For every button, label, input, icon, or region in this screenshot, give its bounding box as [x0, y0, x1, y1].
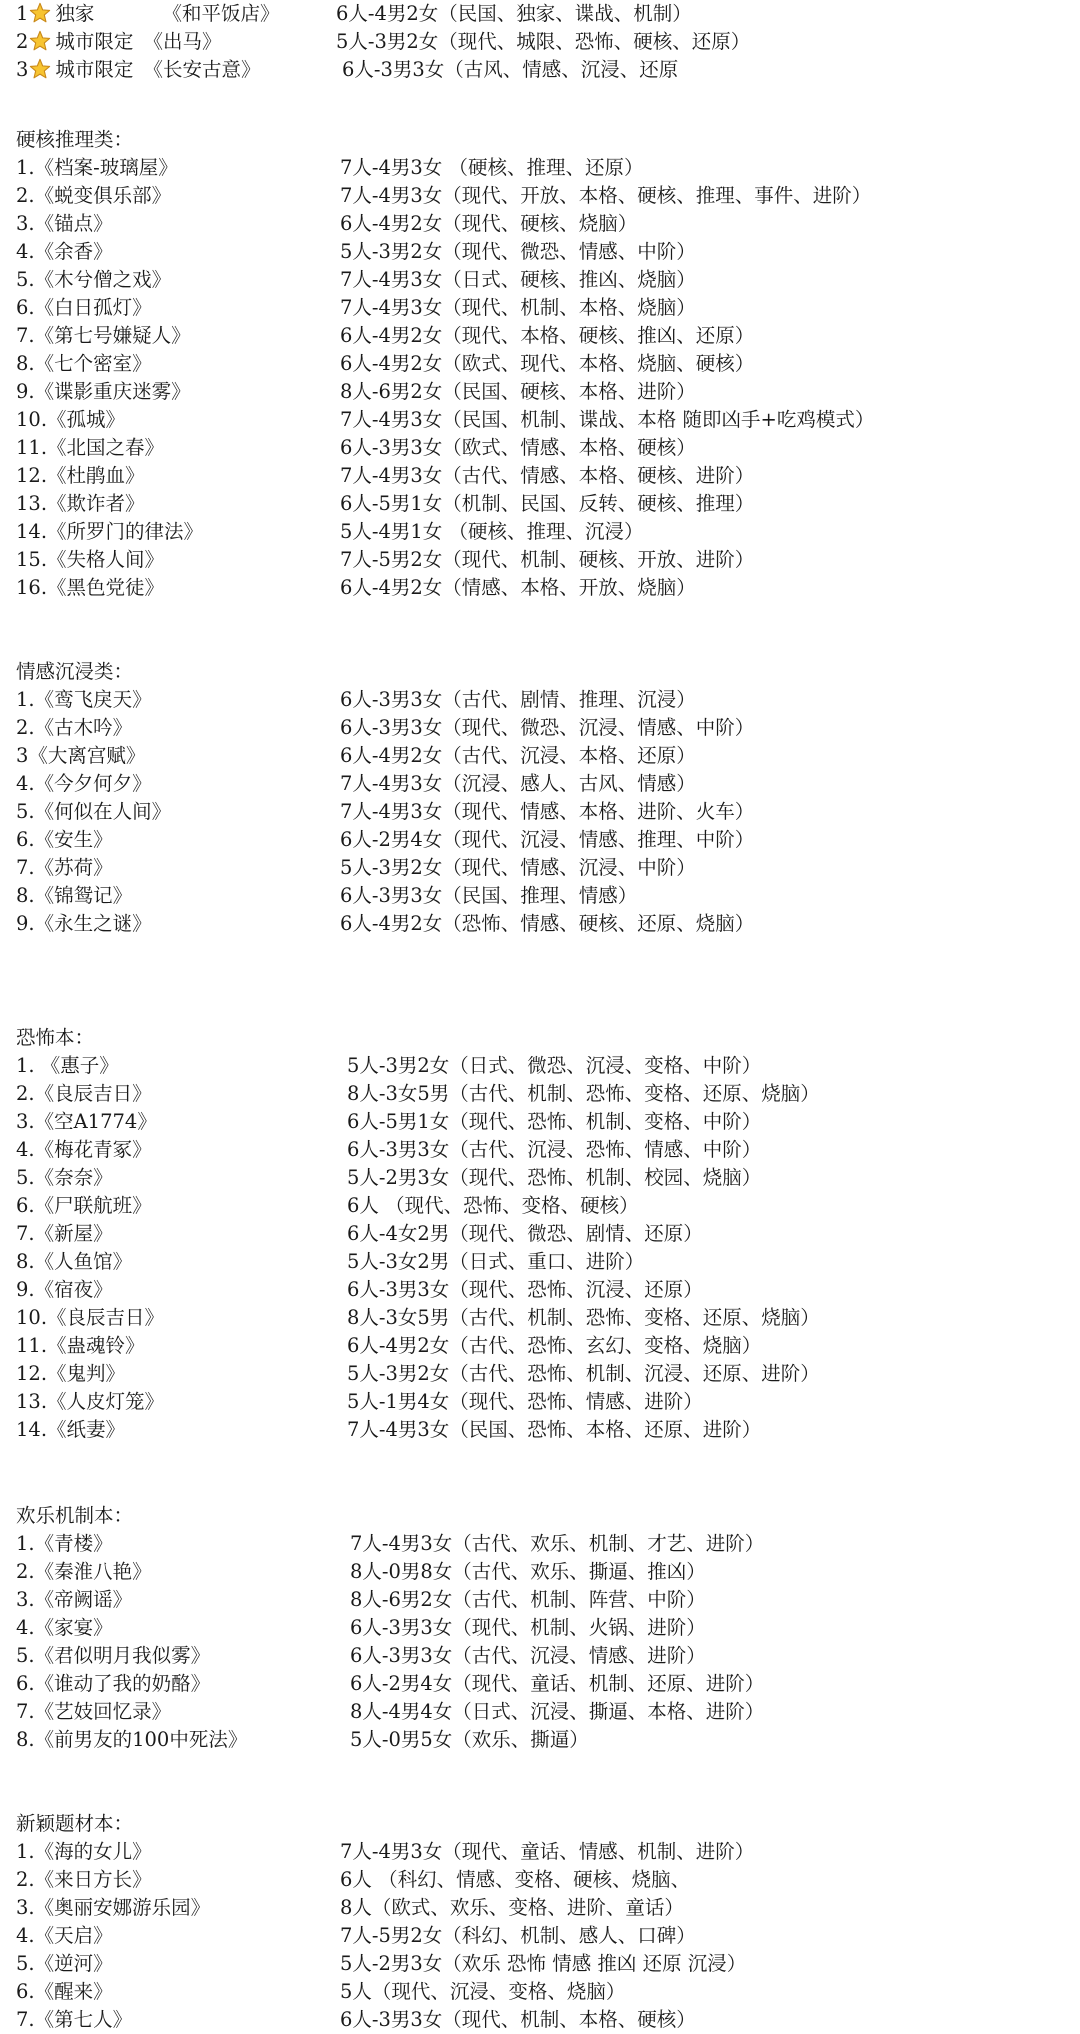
script-title: 11.《北国之春》 — [16, 436, 165, 459]
section-list-hardcore — [16, 154, 1066, 602]
featured-item — [16, 28, 1066, 56]
script-title: 1.《档案-玻璃屋》 — [16, 156, 178, 179]
list-item — [16, 742, 1066, 770]
list-item — [16, 1332, 1066, 1360]
list-item — [16, 490, 1066, 518]
list-item — [16, 1922, 1066, 1950]
script-title: 12.《鬼判》 — [16, 1362, 126, 1385]
script-info: 6人-4女2男（现代、微恐、剧情、还原） — [347, 1222, 703, 1245]
list-item — [16, 1304, 1066, 1332]
script-title: 10.《良辰吉日》 — [16, 1306, 165, 1329]
script-info: 8人-3女5男（古代、机制、恐怖、变格、还原、烧脑） — [347, 1306, 820, 1329]
script-info: 7人-4男3女（日式、硬核、推凶、烧脑） — [340, 268, 696, 291]
section-list-novel — [16, 1838, 1066, 2034]
script-info: 5人-3女2男（日式、重口、进阶） — [347, 1250, 645, 1273]
list-item — [16, 210, 1066, 238]
featured-number: 2 — [16, 30, 29, 53]
list-item — [16, 266, 1066, 294]
script-info: 8人-0男8女（古代、欢乐、撕逼、推凶） — [350, 1560, 706, 1583]
featured-label: 城市限定 — [55, 58, 134, 81]
script-info: 8人-6男2女（古代、机制、阵营、中阶） — [350, 1588, 706, 1611]
script-title: 8.《人鱼馆》 — [16, 1250, 133, 1273]
script-info: 6人-2男4女（现代、沉浸、情感、推理、中阶） — [340, 828, 755, 851]
list-item — [16, 910, 1066, 938]
script-title: 6.《谁动了我的奶酪》 — [16, 1672, 211, 1695]
script-title: 9.《宿夜》 — [16, 1278, 113, 1301]
script-info: 5人-3男2女（现代、情感、沉浸、中阶） — [340, 856, 696, 879]
script-title: 1.《青楼》 — [16, 1532, 113, 1555]
script-info: 6人-3男3女（现代、恐怖、沉浸、还原） — [347, 1278, 703, 1301]
script-title: 1. 《惠子》 — [16, 1054, 119, 1077]
script-info: 5人-4男1女 （硬核、推理、沉浸） — [340, 520, 644, 543]
list-item — [16, 378, 1066, 406]
list-item — [16, 1586, 1066, 1614]
list-item — [16, 462, 1066, 490]
script-info: 6人-4男2女（情感、本格、开放、烧脑） — [340, 576, 696, 599]
featured-title: 《和平饭店》 — [162, 2, 280, 25]
script-info: 5人-3男2女（日式、微恐、沉浸、变格、中阶） — [347, 1054, 762, 1077]
script-title: 4.《家宴》 — [16, 1616, 113, 1639]
script-info: 6人-3男3女（现代、机制、本格、硬核） — [340, 2008, 696, 2031]
script-title: 5.《木兮僧之戏》 — [16, 268, 172, 291]
section-heading-hardcore: 硬核推理类： — [16, 128, 134, 151]
script-info: 6人-4男2女（恐怖、情感、硬核、还原、烧脑） — [340, 912, 755, 935]
script-title: 7.《新屋》 — [16, 1222, 113, 1245]
script-title: 6.《醒来》 — [16, 1980, 113, 2003]
script-title: 8.《锦鸳记》 — [16, 884, 133, 907]
script-info: 8人-4男4女（日式、沉浸、撕逼、本格、进阶） — [350, 1700, 765, 1723]
script-info: 7人-4男3女（古代、情感、本格、硬核、进阶） — [340, 464, 755, 487]
script-info: 7人-4男3女（现代、情感、本格、进阶、火车） — [340, 800, 755, 823]
script-title: 2.《古木吟》 — [16, 716, 133, 739]
script-info: 6人-4男2女（现代、硬核、烧脑） — [340, 212, 638, 235]
script-info: 5人-3男2女（现代、微恐、情感、中阶） — [340, 240, 696, 263]
section-heading-fun: 欢乐机制本： — [16, 1504, 134, 1527]
script-title: 4.《天启》 — [16, 1924, 113, 1947]
list-item — [16, 574, 1066, 602]
script-title: 13.《欺诈者》 — [16, 492, 145, 515]
script-title: 3.《空A1774》 — [16, 1110, 157, 1133]
list-item — [16, 1136, 1066, 1164]
list-item — [16, 714, 1066, 742]
script-info: 6人-3男3女（古代、剧情、推理、沉浸） — [340, 688, 696, 711]
script-title: 3.《奥丽安娜游乐园》 — [16, 1896, 211, 1919]
list-item — [16, 322, 1066, 350]
script-info: 6人 （科幻、情感、变格、硬核、烧脑、 — [340, 1868, 691, 1891]
script-title: 11.《蛊魂铃》 — [16, 1334, 145, 1357]
script-info: 7人-4男3女（沉浸、感人、古风、情感） — [340, 772, 696, 795]
list-item — [16, 1388, 1066, 1416]
script-info: 6人-5男1女（现代、恐怖、机制、变格、中阶） — [347, 1110, 762, 1133]
script-title: 9.《永生之谜》 — [16, 912, 152, 935]
list-item — [16, 1080, 1066, 1108]
script-title: 2.《秦淮八艳》 — [16, 1560, 152, 1583]
script-info: 7人-4男3女（民国、机制、谍战、本格 随即凶手+吃鸡模式） — [340, 408, 875, 431]
section-list-emotional — [16, 686, 1066, 938]
list-item — [16, 1108, 1066, 1136]
section-heading-horror: 恐怖本： — [16, 1026, 95, 1049]
list-item — [16, 518, 1066, 546]
list-item — [16, 546, 1066, 574]
script-info: 6人-4男2女（古代、恐怖、玄幻、变格、烧脑） — [347, 1334, 762, 1357]
script-info: 6人-3男3女（古代、沉浸、情感、进阶） — [350, 1644, 706, 1667]
script-title: 1.《鸾飞戾天》 — [16, 688, 152, 711]
list-item — [16, 350, 1066, 378]
script-info: 6人-2男4女（现代、童话、机制、还原、进阶） — [350, 1672, 765, 1695]
script-info: 7人-4男3女（现代、童话、情感、机制、进阶） — [340, 1840, 755, 1863]
list-item — [16, 1558, 1066, 1586]
list-item — [16, 1192, 1066, 1220]
script-info: 7人-4男3女（现代、机制、本格、烧脑） — [340, 296, 696, 319]
script-title: 6.《安生》 — [16, 828, 113, 851]
script-info: 6人-4男2女（欧式、现代、本格、烧脑、硬核） — [340, 352, 755, 375]
document — [16, 0, 1066, 2034]
list-item — [16, 1220, 1066, 1248]
list-item — [16, 798, 1066, 826]
featured-title: 《长安古意》 — [143, 58, 261, 81]
star-icon — [29, 2, 51, 24]
script-info: 8人-3女5男（古代、机制、恐怖、变格、还原、烧脑） — [347, 1082, 820, 1105]
list-item — [16, 1894, 1066, 1922]
list-item — [16, 826, 1066, 854]
list-item — [16, 294, 1066, 322]
list-item — [16, 1838, 1066, 1866]
list-item — [16, 1360, 1066, 1388]
script-title: 9.《谍影重庆迷雾》 — [16, 380, 191, 403]
script-title: 1.《海的女儿》 — [16, 1840, 152, 1863]
featured-info: 6人-3男3女（古风、情感、沉浸、还原 — [342, 58, 679, 81]
list-item — [16, 406, 1066, 434]
script-title: 7.《第七号嫌疑人》 — [16, 324, 191, 347]
script-info: 5人-2男3女（现代、恐怖、机制、校园、烧脑） — [347, 1166, 762, 1189]
list-item — [16, 1978, 1066, 2006]
list-item — [16, 770, 1066, 798]
script-title: 4.《梅花青冢》 — [16, 1138, 152, 1161]
script-info: 7人-5男2女（科幻、机制、感人、口碑） — [340, 1924, 696, 1947]
list-item — [16, 882, 1066, 910]
script-title: 5.《君似明月我似雾》 — [16, 1644, 211, 1667]
script-title: 2.《蜕变俱乐部》 — [16, 184, 172, 207]
featured-title: 《出马》 — [143, 30, 222, 53]
script-title: 7.《苏荷》 — [16, 856, 113, 879]
script-title: 7.《第七人》 — [16, 2008, 133, 2031]
list-item — [16, 1164, 1066, 1192]
list-item — [16, 1670, 1066, 1698]
list-item — [16, 854, 1066, 882]
script-title: 5.《奈奈》 — [16, 1166, 113, 1189]
script-info: 6人-3男3女（欧式、情感、本格、硬核） — [340, 436, 696, 459]
script-title: 8.《前男友的100中死法》 — [16, 1728, 248, 1751]
script-title: 3.《锚点》 — [16, 212, 113, 235]
section-list-horror — [16, 1052, 1066, 1444]
script-info: 5人-2男3女（欢乐 恐怖 情感 推凶 还原 沉浸） — [340, 1952, 747, 1975]
script-info: 6人-5男1女（机制、民国、反转、硬核、推理） — [340, 492, 755, 515]
star-icon — [29, 58, 51, 80]
script-info: 5人-1男4女（现代、恐怖、情感、进阶） — [347, 1390, 703, 1413]
script-title: 10.《孤城》 — [16, 408, 126, 431]
script-title: 14.《所罗门的律法》 — [16, 520, 204, 543]
script-title: 5.《何似在人间》 — [16, 800, 172, 823]
script-title: 3《大离宫赋》 — [16, 744, 146, 767]
script-info: 7人-4男3女 （硬核、推理、还原） — [340, 156, 644, 179]
script-info: 8人（欧式、欢乐、变格、进阶、童话） — [340, 1896, 684, 1919]
list-item — [16, 238, 1066, 266]
list-item — [16, 1416, 1066, 1444]
script-info: 5人-3男2女（古代、恐怖、机制、沉浸、还原、进阶） — [347, 1362, 820, 1385]
featured-number: 1 — [16, 2, 29, 25]
script-info: 7人-4男3女（民国、恐怖、本格、还原、进阶） — [347, 1418, 762, 1441]
script-title: 4.《今夕何夕》 — [16, 772, 152, 795]
featured-number: 3 — [16, 58, 29, 81]
featured-item — [16, 56, 1066, 84]
star-icon — [29, 30, 51, 52]
script-title: 12.《杜鹃血》 — [16, 464, 145, 487]
list-item — [16, 1052, 1066, 1080]
script-title: 4.《余香》 — [16, 240, 113, 263]
list-item — [16, 434, 1066, 462]
list-item — [16, 1642, 1066, 1670]
list-item — [16, 1950, 1066, 1978]
script-title: 6.《白日孤灯》 — [16, 296, 152, 319]
script-title: 13.《人皮灯笼》 — [16, 1390, 165, 1413]
script-title: 6.《尸联航班》 — [16, 1194, 152, 1217]
list-item — [16, 2006, 1066, 2034]
script-info: 7人-4男3女（古代、欢乐、机制、才艺、进阶） — [350, 1532, 765, 1555]
script-info: 6人-4男2女（现代、本格、硬核、推凶、还原） — [340, 324, 755, 347]
script-info: 6人 （现代、恐怖、变格、硬核） — [347, 1194, 639, 1217]
list-item — [16, 1248, 1066, 1276]
script-title: 2.《良辰吉日》 — [16, 1082, 152, 1105]
section-heading-novel: 新颖题材本： — [16, 1812, 134, 1835]
script-title: 5.《逆河》 — [16, 1952, 113, 1975]
script-info: 6人-4男2女（古代、沉浸、本格、还原） — [340, 744, 696, 767]
script-info: 6人-3男3女（现代、微恐、沉浸、情感、中阶） — [340, 716, 755, 739]
script-title: 16.《黑色党徒》 — [16, 576, 165, 599]
featured-item — [16, 0, 1066, 28]
script-info: 5人（现代、沉浸、变格、烧脑） — [340, 1980, 626, 2003]
script-title: 8.《七个密室》 — [16, 352, 152, 375]
script-title: 7.《艺妓回忆录》 — [16, 1700, 172, 1723]
script-info: 6人-3男3女（现代、机制、火锅、进阶） — [350, 1616, 706, 1639]
list-item — [16, 1614, 1066, 1642]
featured-info: 5人-3男2女（现代、城限、恐怖、硬核、还原） — [336, 30, 751, 53]
list-item — [16, 1276, 1066, 1304]
script-title: 2.《来日方长》 — [16, 1868, 152, 1891]
section-heading-emotional: 情感沉浸类： — [16, 660, 134, 683]
featured-info: 6人-4男2女（民国、独家、谍战、机制） — [336, 2, 692, 25]
list-item — [16, 1866, 1066, 1894]
script-info: 8人-6男2女（民国、硬核、本格、进阶） — [340, 380, 696, 403]
script-title: 15.《失格人间》 — [16, 548, 165, 571]
list-item — [16, 1698, 1066, 1726]
script-title: 3.《帝阙谣》 — [16, 1588, 133, 1611]
script-title: 14.《纸妻》 — [16, 1418, 126, 1441]
list-item — [16, 154, 1066, 182]
list-item — [16, 1530, 1066, 1558]
script-info: 7人-4男3女（现代、开放、本格、硬核、推理、事件、进阶） — [340, 184, 872, 207]
list-item — [16, 686, 1066, 714]
script-info: 7人-5男2女（现代、机制、硬核、开放、进阶） — [340, 548, 755, 571]
script-info: 6人-3男3女（古代、沉浸、恐怖、情感、中阶） — [347, 1138, 762, 1161]
list-item — [16, 182, 1066, 210]
featured-label: 城市限定 — [55, 30, 134, 53]
list-item — [16, 1726, 1066, 1754]
script-info: 5人-0男5女（欢乐、撕逼） — [350, 1728, 589, 1751]
section-list-fun — [16, 1530, 1066, 1754]
script-info: 6人-3男3女（民国、推理、情感） — [340, 884, 638, 907]
featured-label: 独家 — [55, 2, 95, 25]
